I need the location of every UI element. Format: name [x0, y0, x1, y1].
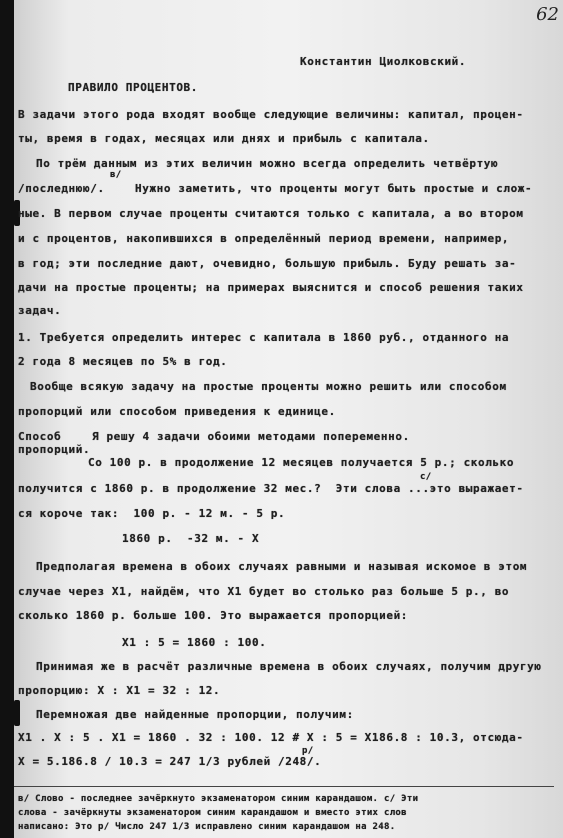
section-title: ПРАВИЛО ПРОЦЕНТОВ.	[68, 81, 199, 94]
footnote-separator	[14, 786, 554, 787]
text-line: /последнюю/.	[18, 182, 105, 195]
text-line: 2 года 8 месяцев по 5% в год.	[18, 355, 228, 368]
footnote-line: написано: Это р/ Число 247 1/3 исправлено синим карандашом на 248.	[18, 822, 396, 832]
text-line: ные. В первом случае проценты считаются только с капитала, а во втором	[18, 207, 524, 220]
binding-strip	[0, 0, 14, 838]
formula-line: Х = 5.186.8 / 10.3 = 247 1/3 рублей /248/.	[18, 755, 322, 768]
text-line: По трём данным из этих величин можно всегда определить четвёртую	[36, 157, 499, 170]
text-line: Со 100 р. в продолжение 12 месяцев получается 5 р.; сколько	[88, 456, 515, 469]
footnote-line: слова - зачёркнуты экзаменатором синим карандашом и вместо этих слов	[18, 808, 407, 818]
formula-line: пропорцию: Х : Х1 = 32 : 12.	[18, 684, 221, 697]
text-line: сколько 1860 р. больше 100. Это выражается пропорцией:	[18, 609, 409, 622]
text-line: 1860 р. -32 м. - Х	[122, 532, 260, 545]
text-line: пропорций или способом приведения к единице.	[18, 405, 336, 418]
text-line: Нужно заметить, что проценты могут быть простые и слож-	[135, 182, 533, 195]
formula-line: Х1 . Х : 5 . Х1 = 1860 . 32 : 100. 12 # Х : 5 = Х186.8 : 10.3, отсюда-	[18, 731, 524, 744]
text-line: Предполагая времена в обоих случаях равными и называя искомое в этом	[36, 560, 528, 573]
punch-hole	[14, 700, 20, 726]
text-line: получится с 1860 р. в продолжение 32 мес.? Эти слова ...это выражает-	[18, 482, 524, 495]
margin-note: Способ	[18, 430, 62, 443]
text-line: Я решу 4 задачи обоими методами попеременно.	[92, 430, 410, 443]
author-name: Константин Циолковский.	[300, 55, 467, 68]
text-line: и с процентов, накопившихся в определённый период времени, например,	[18, 232, 510, 245]
margin-note: пропорций.	[18, 443, 91, 456]
text-line: в год; эти последние дают, очевидно, большую прибыль. Буду решать за-	[18, 257, 517, 270]
footnote-line: в/ Слово - последнее зачёркнуто экзаменатором синим карандашом. с/ Эти	[18, 794, 419, 804]
text-line: Перемножая две найденные пропорции, получим:	[36, 708, 354, 721]
text-line: В задачи этого рода входят вообще следующие величины: капитал, процен-	[18, 108, 524, 121]
annotation-mark: в/	[110, 170, 122, 180]
text-line: Вообще всякую задачу на простые проценты можно решить или способом	[30, 380, 507, 393]
text-line: Принимая же в расчёт различные времена в обоих случаях, получим другую	[36, 660, 542, 673]
formula-line: Х1 : 5 = 1860 : 100.	[122, 636, 267, 649]
annotation-mark: с/	[420, 472, 432, 482]
text-line: ты, время в годах, месяцах или днях и прибыль с капитала.	[18, 132, 430, 145]
page-number: 62	[536, 4, 559, 25]
text-line: дачи на простые проценты; на примерах выяснится и способ решения таких	[18, 281, 524, 294]
annotation-mark: р/	[302, 746, 314, 756]
text-line: ся короче так: 100 р. - 12 м. - 5 р.	[18, 507, 286, 520]
text-line: 1. Требуется определить интерес с капитала в 1860 руб., отданного на	[18, 331, 510, 344]
text-line: случае через Х1, найдём, что Х1 будет во столько раз больше 5 р., во	[18, 585, 510, 598]
text-line: задач.	[18, 304, 62, 317]
